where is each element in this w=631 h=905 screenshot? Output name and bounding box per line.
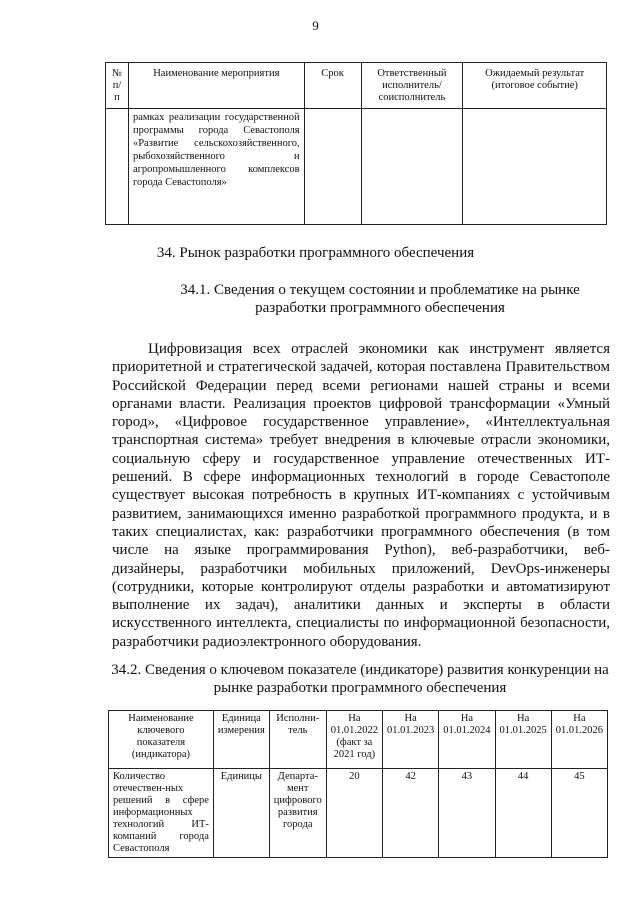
section-title: 34. Рынок разработки программного обеспечения xyxy=(156,245,475,261)
table-header-row xyxy=(106,63,607,109)
table-header-row xyxy=(109,711,608,769)
table-row xyxy=(106,109,607,225)
col-header-2024: На 01.01.2024 xyxy=(439,711,495,769)
cell-responsible xyxy=(361,109,463,225)
col-header-2025: На 01.01.2025 xyxy=(495,711,551,769)
cell-value-2024: 43 xyxy=(439,769,495,858)
col-header-activity: Наименование мероприятия xyxy=(128,63,304,109)
cell-result xyxy=(463,109,607,225)
cell-executor: Департа-мент цифрового развития города xyxy=(269,769,326,858)
col-header-result: Ожидаемый результат (итоговое событие) xyxy=(463,63,607,109)
col-header-unit: Единица измерения xyxy=(213,711,269,769)
body-paragraph: Цифровизация всех отраслей экономики как инструмент является приоритетной и стратегической задачей, которая поставлена Правительством Российской Федерации перед всеми регионами нашей страны и всеми органами власти. Реализация проектов цифровой трансформации «Умный город», «Цифровое государственное управление», «Интеллектуальная транспортная система» требует внедрения в ключевые отрасли экономики, социальную сферу и государственное управление отечественных ИТ-решений. В сфере информационных технологий в городе Севастополе существует высокая потребность в крупных ИТ-компаниях с устойчивым развитием, занимающихся именно разработкой программного продукта, и в таких специалистах, как: разработчики программного обеспечения (в том числе на языке программирования Python), веб-разработчики, веб-дизайнеры, разработчики мобильных приложений, DevOps-инженеры (сотрудники, которые контролируют отделы разработки и автоматизируют выполнение их задач), аналитики данных и эксперты в области искусственного интеллекта, специалисты по информационной безопасности, разработчики радиоэлектронного оборудования. xyxy=(112,341,610,650)
activities-table-continuation xyxy=(105,62,607,225)
subsection-title-34-2: 34.2. Сведения о ключевом показателе (индикаторе) развития конкуренции на рынке разработки программного обеспечения xyxy=(111,662,609,696)
col-header-executor: Исполни-тель xyxy=(269,711,326,769)
cell-term xyxy=(304,109,361,225)
col-header-responsible: Ответственный исполнитель/ соисполнитель xyxy=(361,63,463,109)
col-header-2022: На 01.01.2022 (факт за 2021 год) xyxy=(326,711,382,769)
col-header-2026: На 01.01.2026 xyxy=(551,711,607,769)
cell-unit: Единицы xyxy=(213,769,269,858)
page-number: 9 xyxy=(312,18,319,33)
indicator-table xyxy=(108,710,608,858)
col-header-indicator: Наименование ключевого показателя (индикатора) xyxy=(109,711,214,769)
col-header-term: Срок xyxy=(304,63,361,109)
cell-value-2022: 20 xyxy=(326,769,382,858)
cell-value-2025: 44 xyxy=(495,769,551,858)
cell-activity: рамках реализации государственной программы города Севастополя «Развитие сельскохозяйственного, рыбохозяйственного и агропромышленного комплексов города Севастополя» xyxy=(128,109,304,225)
cell-value-2023: 42 xyxy=(383,769,439,858)
cell-value-2026: 45 xyxy=(551,769,607,858)
cell-number xyxy=(106,109,129,225)
cell-indicator-name: Количество отечествен-ных решений в сфере информационных технологий ИТ-компаний города Севастополя xyxy=(109,769,214,858)
col-header-2023: На 01.01.2023 xyxy=(383,711,439,769)
subsection-title-34-1: 34.1. Сведения о текущем состоянии и проблематике на рынке разработки программного обеспечения xyxy=(180,282,580,316)
table-row xyxy=(109,769,608,858)
col-header-number: № п/п xyxy=(106,63,129,109)
